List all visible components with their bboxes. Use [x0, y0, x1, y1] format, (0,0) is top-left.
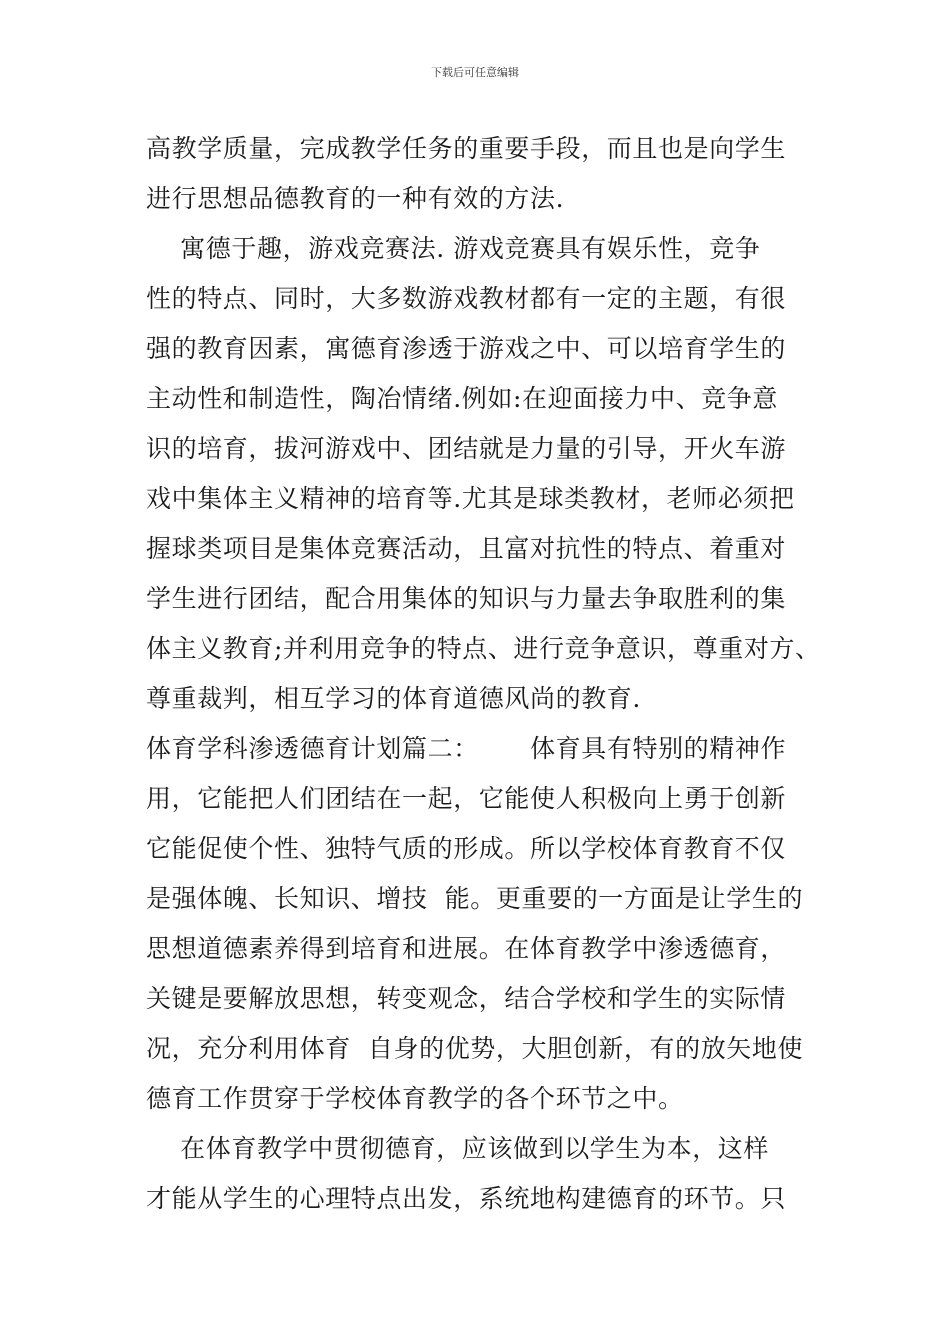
text-line: 德育工作贯穿于学校体育教学的各个环节之中。 [146, 1084, 684, 1113]
text-line: 尊重裁判，相互学习的体育道德风尚的教育. [146, 684, 641, 713]
text-line: 在体育教学中贯彻德育，应该做到以学生为本，这样 [146, 1134, 769, 1163]
text-line: 性的特点、同时，大多数游戏教材都有一定的主题，有很 [146, 284, 787, 313]
text-line: 体主义教育;并利用竞争的特点、进行竞争意识，尊重对方、 [146, 634, 821, 663]
page-header: 下载后可任意编辑 [431, 66, 519, 79]
text-line: 进行思想品德教育的一种有效的方法. [146, 184, 565, 213]
text-line: 戏中集体主义精神的培育等.尤其是球类教材，老师必须把 [146, 484, 795, 513]
text-line: 体育学科渗透德育计划篇二： 体育具有特别的精神作 [146, 734, 787, 763]
text-line: 关键是要解放思想，转变观念，结合学校和学生的实际情 [146, 984, 787, 1013]
text-line: 才能从学生的心理特点出发，系统地构建德育的环节。只 [146, 1184, 787, 1213]
text-line: 学生进行团结，配合用集体的知识与力量去争取胜利的集 [146, 584, 787, 613]
text-line: 高教学质量，完成教学任务的重要手段，而且也是向学生 [146, 134, 787, 163]
text-line: 握球类项目是集体竞赛活动，且富对抗性的特点、着重对 [146, 534, 787, 563]
text-line: 思想道德素养得到培育和进展。在体育教学中渗透德育， [146, 934, 787, 963]
text-line: 强的教育因素，寓德育渗透于游戏之中、可以培育学生的 [146, 334, 787, 363]
text-line: 用，它能把人们团结在一起，它能使人积极向上勇于创新 [146, 784, 787, 813]
text-line: 寓德于趣，游戏竞赛法. 游戏竞赛具有娱乐性，竞争 [146, 234, 761, 263]
text-line: 况，充分利用体育 自身的优势，大胆创新，有的放矢地使 [146, 1034, 804, 1063]
text-line: 主动性和制造性，陶冶情绪.例如:在迎面接力中、竞争意 [146, 384, 778, 413]
text-line: 识的培育，拔河游戏中、团结就是力量的引导，开火车游 [146, 434, 787, 463]
text-line: 它能促使个性、独特气质的形成。所以学校体育教育不仅 [146, 834, 787, 863]
text-line: 是强体魄、长知识、增技 能。更重要的一方面是让学生的 [146, 884, 804, 913]
